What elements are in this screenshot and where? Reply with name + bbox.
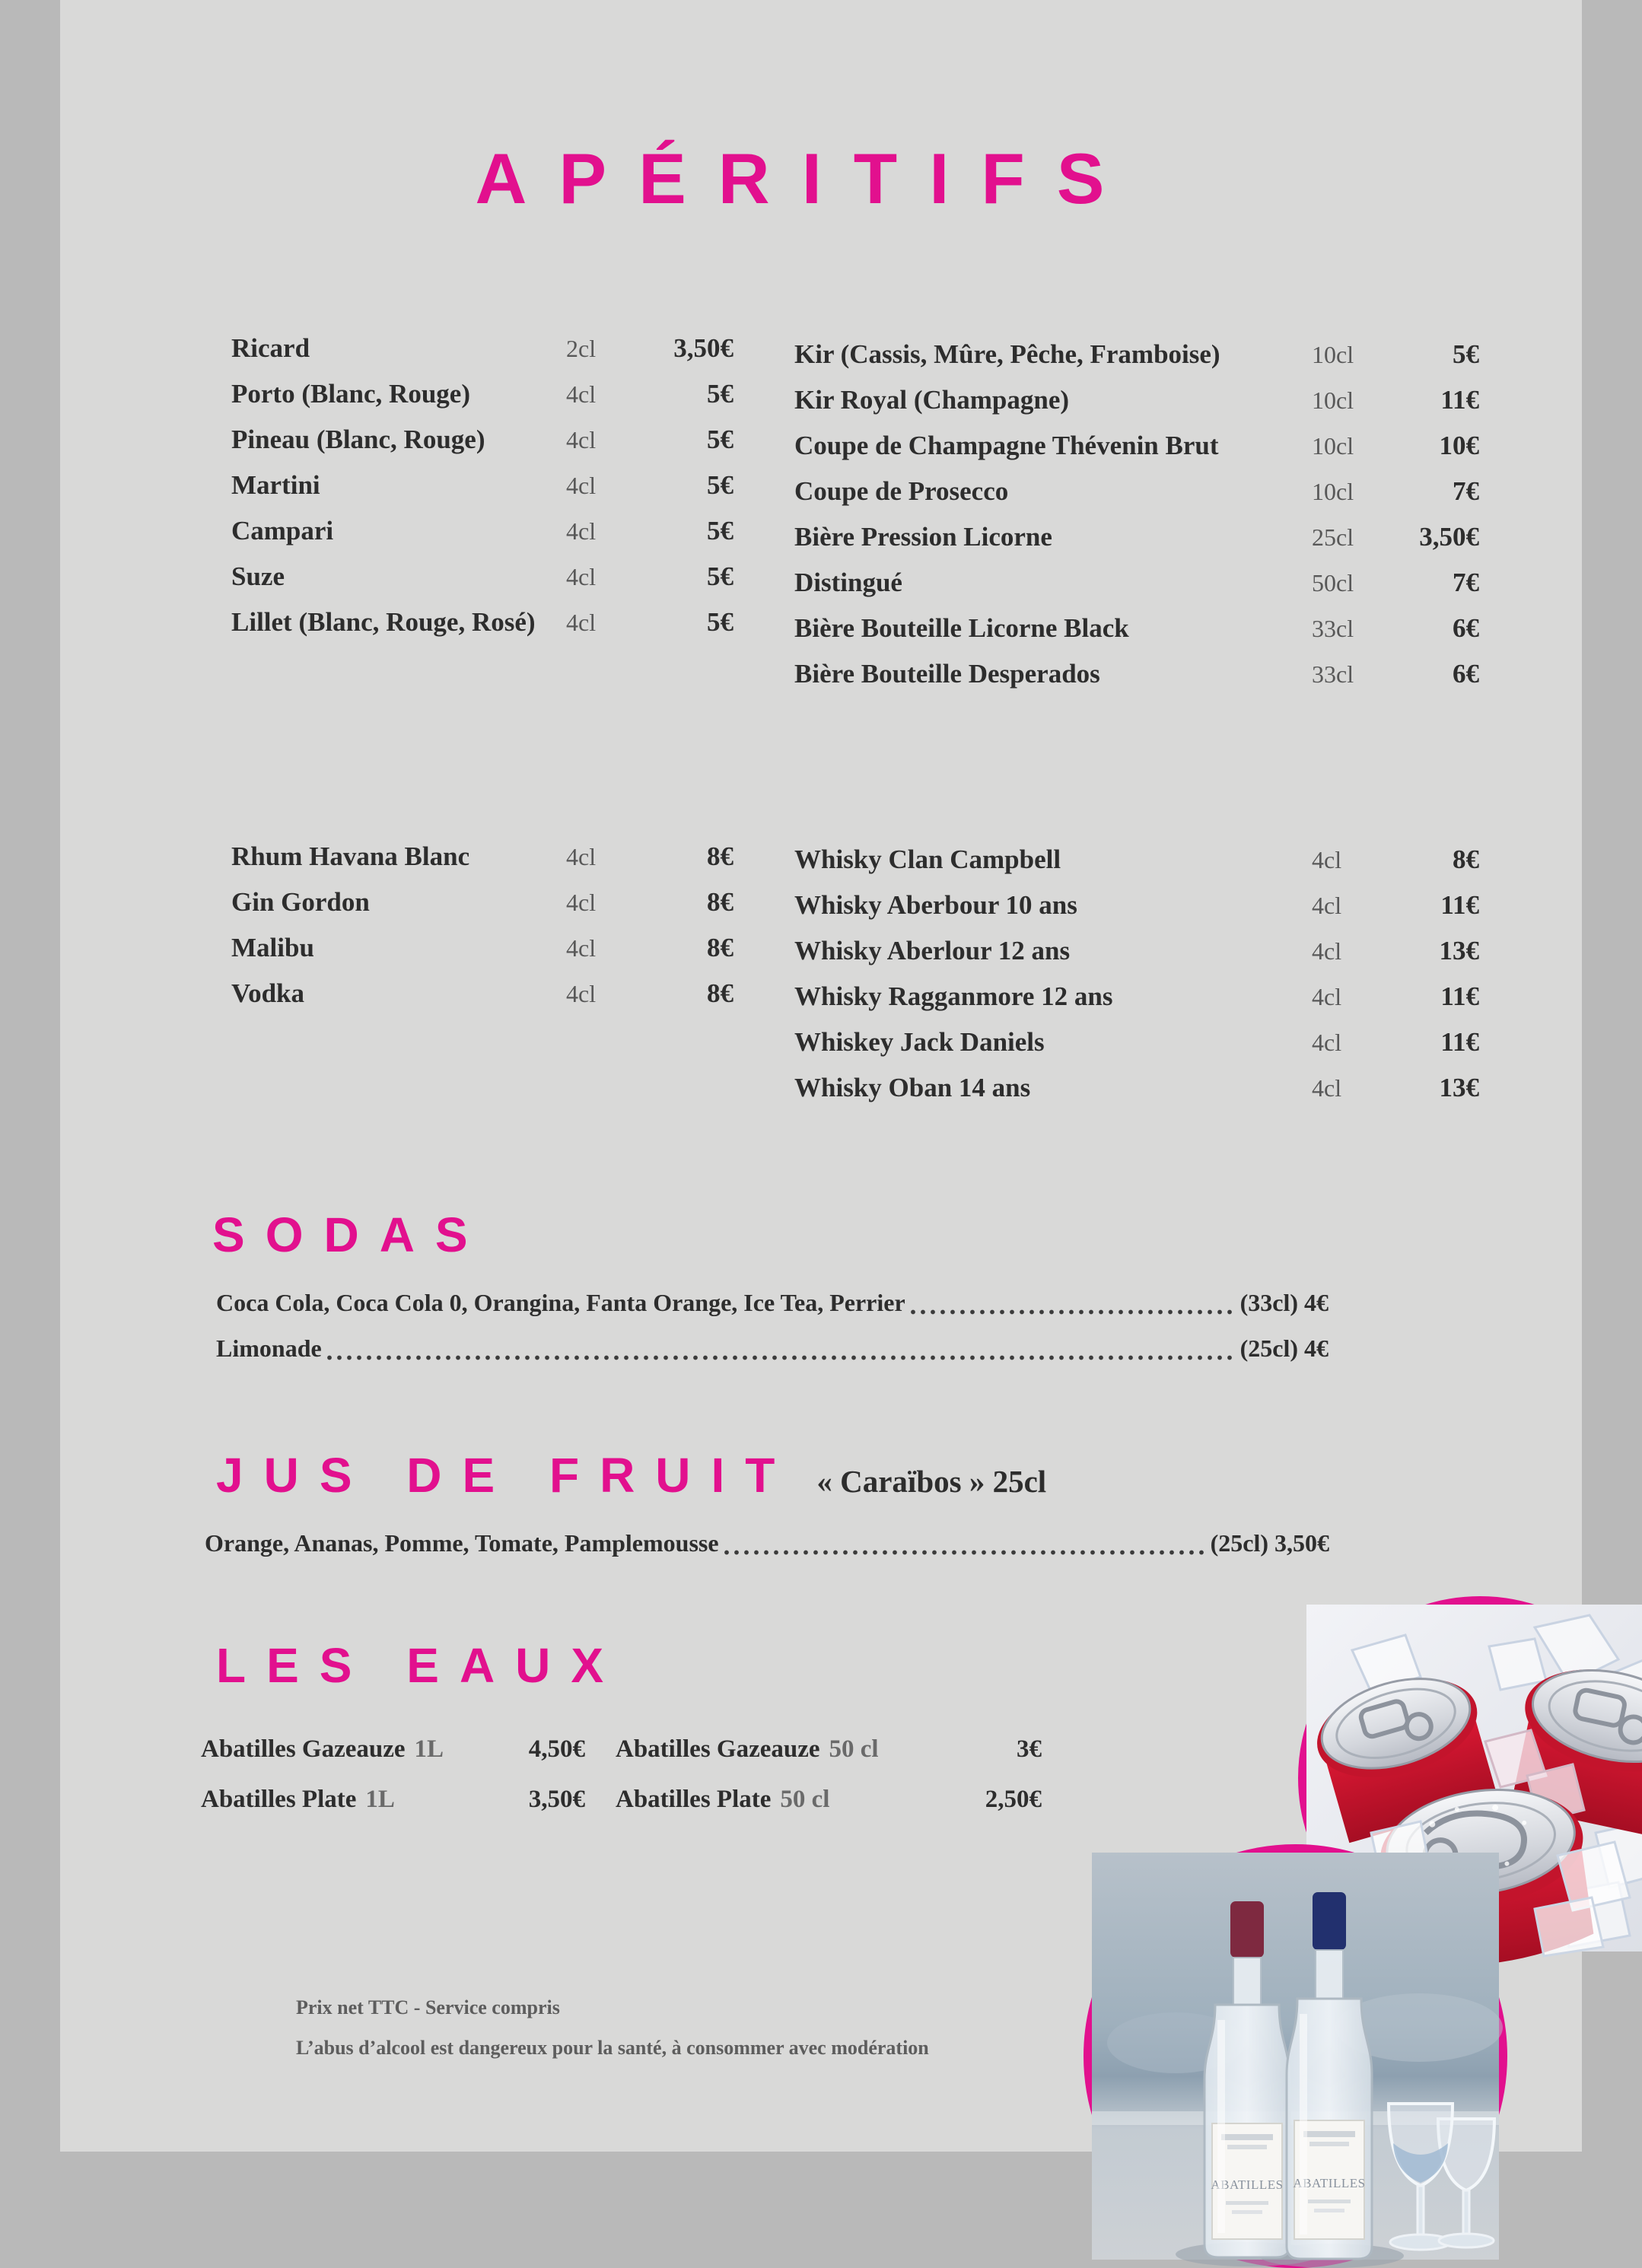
- item-price: 11€: [1440, 981, 1479, 1011]
- item-name: Gin Gordon: [231, 887, 370, 917]
- menu-item-row: [231, 600, 733, 645]
- item-volume: 4cl: [566, 426, 597, 453]
- item-price: 3,50€: [1419, 522, 1479, 552]
- item-name: Rhum Havana Blanc: [231, 841, 470, 871]
- jus-line: [205, 1520, 1329, 1566]
- menu-item-row: [794, 974, 1479, 1019]
- aperitifs-list-spiritueux: [231, 834, 733, 1016]
- eaux-item-price: 2,50€: [985, 1786, 1042, 1813]
- item-price: 8€: [707, 978, 733, 1008]
- menu-item-row: [794, 560, 1479, 606]
- item-volume: 4cl: [566, 843, 597, 870]
- item-name: Bière Pression Licorne: [794, 522, 1052, 552]
- aperitifs-list-whiskies: [794, 837, 1479, 1111]
- menu-item-row: [794, 837, 1479, 883]
- menu-item-row: [231, 971, 733, 1016]
- sodas-line-price: (25cl) 4€: [1239, 1334, 1329, 1362]
- item-volume: 50cl: [1312, 569, 1354, 596]
- item-price: 5€: [1453, 339, 1479, 369]
- item-volume: 4cl: [566, 889, 597, 916]
- item-volume: 10cl: [1312, 478, 1354, 505]
- item-volume: 4cl: [1312, 892, 1342, 919]
- item-name: Coupe de Prosecco: [794, 476, 1009, 506]
- menu-item-row: [794, 514, 1479, 560]
- item-name: Bière Bouteille Licorne Black: [794, 613, 1129, 643]
- item-volume: 33cl: [1312, 615, 1354, 642]
- water-bottles-illustration: [1092, 1853, 1499, 2260]
- item-price: 3,50€: [673, 333, 733, 363]
- item-price: 5€: [707, 607, 733, 637]
- item-name: Porto (Blanc, Rouge): [231, 379, 470, 409]
- jus-de-fruit-subtitle: « Caraïbos » 25cl: [816, 1464, 1047, 1499]
- item-price: 11€: [1440, 385, 1479, 415]
- item-price: 6€: [1453, 659, 1479, 689]
- eaux-name-text: Abatilles Gazeauze: [201, 1735, 406, 1763]
- item-price: 8€: [707, 887, 733, 917]
- menu-item-row: [231, 326, 733, 371]
- eaux-list-50cl: [616, 1724, 1042, 1824]
- jus-line-label: Orange, Ananas, Pomme, Tomate, Pamplemousse: [205, 1529, 719, 1557]
- eaux-item-price: 4,50€: [528, 1735, 585, 1763]
- menu-item-row: [231, 554, 733, 600]
- item-price: 5€: [707, 516, 733, 546]
- item-volume: 10cl: [1312, 432, 1354, 460]
- menu-item-row: [794, 1019, 1479, 1065]
- item-volume: 4cl: [566, 563, 597, 590]
- eaux-name-text: Abatilles Gazeauze: [616, 1735, 820, 1763]
- les-eaux-heading: LES EAUX: [216, 1638, 625, 1693]
- item-price: 6€: [1453, 613, 1479, 643]
- item-name: Suze: [231, 561, 285, 591]
- item-name: Whiskey Jack Daniels: [794, 1027, 1045, 1057]
- sodas-list: [216, 1280, 1329, 1371]
- eaux-name-text: Abatilles Plate: [616, 1786, 772, 1813]
- item-price: 8€: [1453, 845, 1479, 874]
- footer-price-note: Prix net TTC - Service compris: [296, 1996, 560, 2018]
- menu-item-row: [794, 651, 1479, 697]
- eaux-item-size: 50 cl: [780, 1786, 830, 1813]
- menu-item-row: [794, 423, 1479, 469]
- menu-item-row: [231, 463, 733, 508]
- eaux-item-row: [201, 1724, 585, 1774]
- item-name: Pineau (Blanc, Rouge): [231, 425, 485, 454]
- eaux-name-text: Abatilles Plate: [201, 1786, 357, 1813]
- menu-item-row: [231, 880, 733, 925]
- item-name: Whisky Aberbour 10 ans: [794, 890, 1077, 920]
- item-name: Vodka: [231, 978, 304, 1008]
- eaux-list-1l: [201, 1724, 585, 1824]
- item-name: Whisky Aberlour 12 ans: [794, 936, 1071, 965]
- item-name: Martini: [231, 470, 320, 500]
- menu-item-row: [794, 883, 1479, 928]
- bottle-label-text: ABATILLES: [1293, 2176, 1366, 2190]
- item-price: 7€: [1453, 568, 1479, 597]
- item-volume: 2cl: [566, 335, 597, 362]
- item-name: Whisky Clan Campbell: [794, 845, 1061, 874]
- item-volume: 4cl: [1312, 937, 1342, 965]
- page-title: APÉRITIFS: [475, 138, 1137, 218]
- menu-item-row: [794, 332, 1479, 377]
- item-volume: 4cl: [566, 380, 597, 408]
- item-price: 10€: [1439, 431, 1479, 460]
- menu-item-row: [231, 925, 733, 971]
- item-price: 8€: [707, 841, 733, 871]
- jus-line-price: (25cl) 3,50€: [1210, 1529, 1329, 1557]
- item-volume: 4cl: [566, 934, 597, 962]
- eaux-item-row: [201, 1774, 585, 1824]
- item-price: 11€: [1440, 1027, 1479, 1057]
- item-volume: 4cl: [1312, 1029, 1342, 1056]
- sodas-line-label: Limonade: [216, 1334, 322, 1362]
- item-price: 11€: [1440, 890, 1479, 920]
- footer-alcohol-warning: L’abus d’alcool est dangereux pour la santé, à consommer avec modération: [296, 2037, 929, 2059]
- item-name: Lillet (Blanc, Rouge, Rosé): [231, 607, 536, 637]
- item-volume: 4cl: [1312, 846, 1342, 873]
- menu-item-row: [231, 417, 733, 463]
- menu-item-row: [794, 606, 1479, 651]
- item-volume: 10cl: [1312, 341, 1354, 368]
- sodas-heading: SODAS: [212, 1207, 488, 1262]
- item-volume: 4cl: [566, 980, 597, 1007]
- eaux-item-price: 3,50€: [528, 1786, 585, 1813]
- item-name: Kir Royal (Champagne): [794, 385, 1070, 415]
- jus-de-fruit-heading: JUS DE FRUIT: [216, 1448, 796, 1503]
- sodas-line: [216, 1325, 1329, 1371]
- menu-item-row: [231, 371, 733, 417]
- item-name: Coupe de Champagne Thévenin Brut: [794, 431, 1219, 460]
- item-name: Distingué: [794, 568, 902, 597]
- eaux-item-size: 50 cl: [829, 1735, 879, 1763]
- dotted-leader: [910, 1309, 1236, 1315]
- item-name: Kir (Cassis, Mûre, Pêche, Framboise): [794, 339, 1220, 369]
- item-name: Bière Bouteille Desperados: [794, 659, 1100, 689]
- item-volume: 4cl: [1312, 1074, 1342, 1102]
- eaux-item-row: [616, 1774, 1042, 1824]
- item-price: 13€: [1439, 936, 1479, 965]
- eaux-item-size: 1L: [365, 1786, 395, 1813]
- eaux-item-name: [201, 1724, 444, 1774]
- item-name: Malibu: [231, 933, 314, 962]
- sodas-line-label: Coca Cola, Coca Cola 0, Orangina, Fanta Orange, Ice Tea, Perrier: [216, 1289, 905, 1316]
- item-price: 7€: [1453, 476, 1479, 506]
- abatilles-water-bottles-photo: [1084, 1844, 1507, 2268]
- eaux-item-row: [616, 1724, 1042, 1774]
- item-volume: 4cl: [566, 472, 597, 499]
- aperitifs-list-classics: [231, 326, 733, 645]
- item-volume: 33cl: [1312, 660, 1354, 688]
- menu-item-row: [794, 377, 1479, 423]
- item-volume: 10cl: [1312, 386, 1354, 414]
- menu-item-row: [231, 834, 733, 880]
- item-name: Campari: [231, 516, 334, 546]
- menu-item-row: [794, 1065, 1479, 1111]
- jus-de-fruit-list: [205, 1520, 1329, 1566]
- menu-item-row: [794, 928, 1479, 974]
- menu-item-row: [794, 469, 1479, 514]
- dotted-leader: [326, 1354, 1236, 1360]
- eaux-item-name: [616, 1774, 829, 1824]
- item-volume: 4cl: [1312, 983, 1342, 1010]
- jus-de-fruit-header: [216, 1447, 1046, 1503]
- sodas-line: [216, 1280, 1329, 1325]
- eaux-item-name: [201, 1774, 395, 1824]
- sodas-line-price: (33cl) 4€: [1239, 1289, 1329, 1316]
- eaux-item-price: 3€: [1017, 1735, 1042, 1763]
- bottle-label-text: ABATILLES: [1211, 2177, 1284, 2192]
- legal-footer: [296, 1987, 929, 2068]
- eaux-item-size: 1L: [414, 1735, 444, 1763]
- item-price: 13€: [1439, 1073, 1479, 1102]
- item-volume: 25cl: [1312, 523, 1354, 551]
- item-price: 5€: [707, 379, 733, 409]
- item-price: 5€: [707, 561, 733, 591]
- item-price: 5€: [707, 425, 733, 454]
- item-price: 5€: [707, 470, 733, 500]
- item-name: Ricard: [231, 333, 310, 363]
- dotted-leader: [724, 1549, 1206, 1555]
- menu-page: [60, 0, 1582, 2192]
- item-price: 8€: [707, 933, 733, 962]
- item-name: Whisky Ragganmore 12 ans: [794, 981, 1113, 1011]
- eaux-item-name: [616, 1724, 879, 1774]
- item-name: Whisky Oban 14 ans: [794, 1073, 1031, 1102]
- item-volume: 4cl: [566, 517, 597, 545]
- aperitifs-list-kir-bieres: [794, 332, 1479, 697]
- item-volume: 4cl: [566, 609, 597, 636]
- menu-item-row: [231, 508, 733, 554]
